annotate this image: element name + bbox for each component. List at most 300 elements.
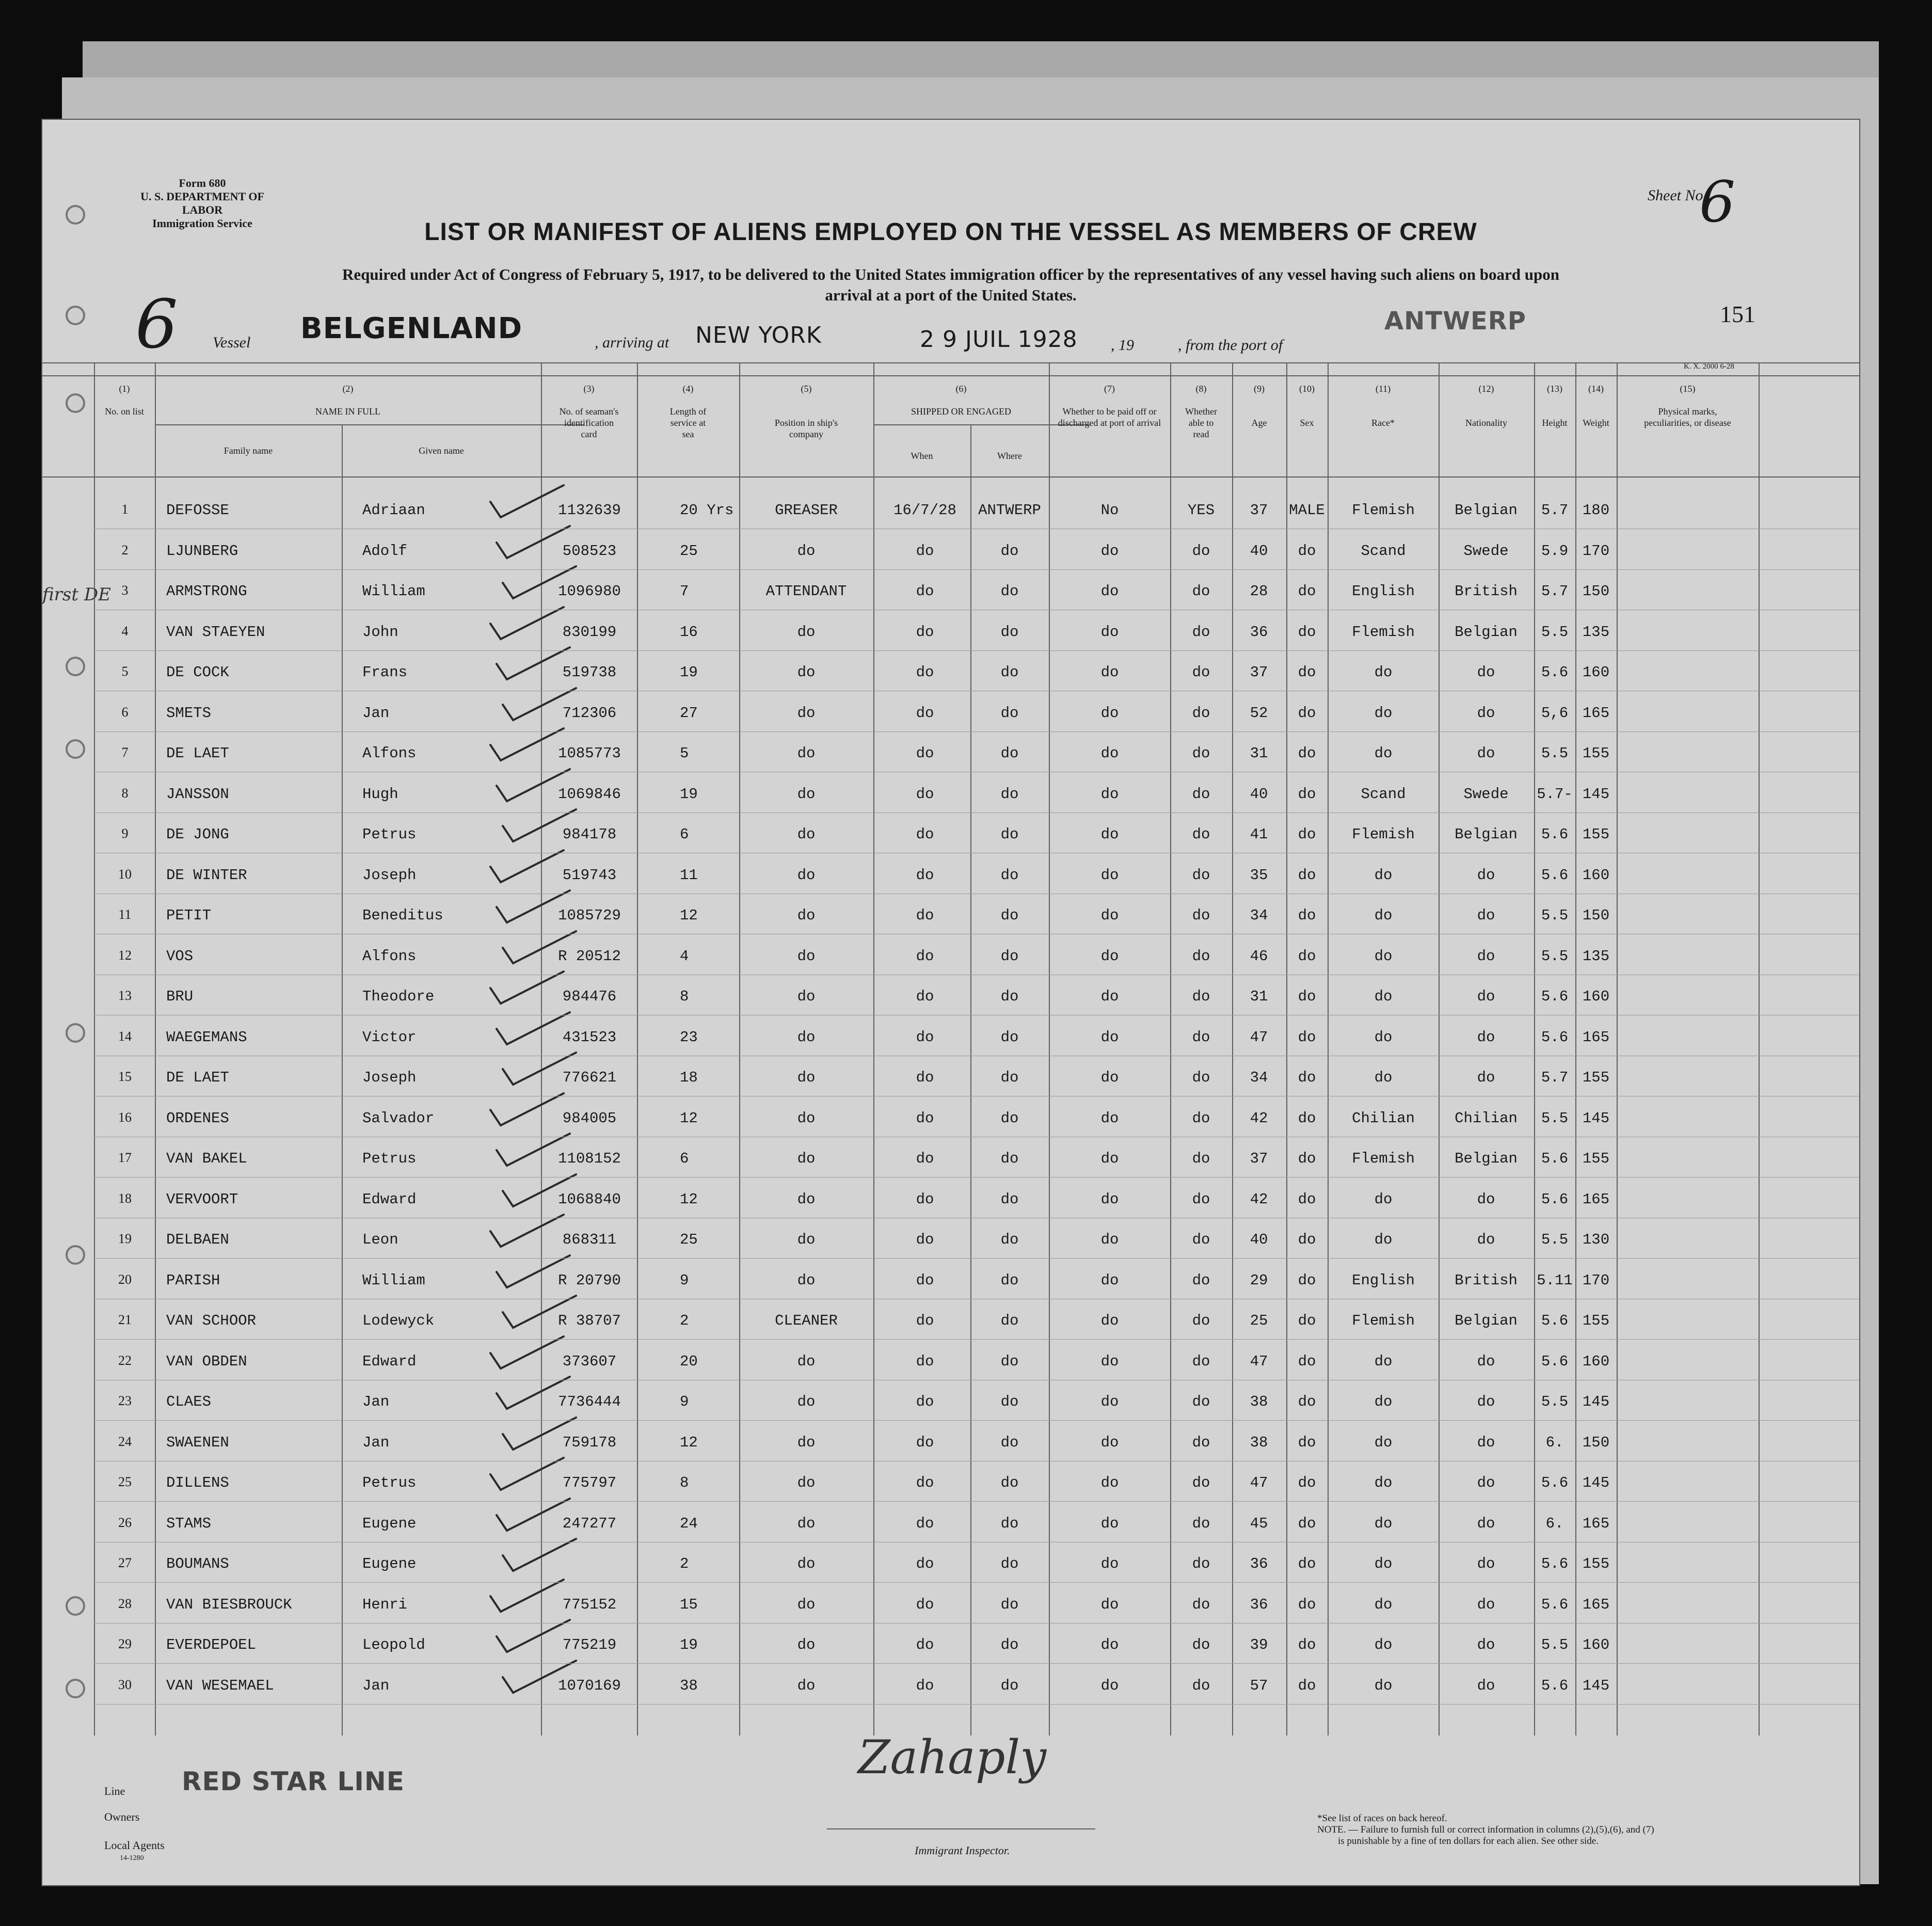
- cell-shipped-where: do: [1000, 1028, 1019, 1046]
- cell-height: 5.5: [1541, 1393, 1569, 1410]
- cell-height: 5.6: [1541, 1677, 1569, 1694]
- cell-nationality: do: [1477, 866, 1495, 884]
- check-mark-icon: [486, 1575, 569, 1617]
- arrival-date-stamp: 2 9 JUIL 1928: [920, 326, 1078, 353]
- name-subheader-rule: [155, 424, 584, 425]
- cell-nationality: do: [1477, 947, 1495, 965]
- cell-id-card-number: 1068840: [558, 1190, 621, 1208]
- cell-shipped-where: do: [1000, 1352, 1019, 1370]
- cell-shipped-where: do: [1000, 826, 1019, 843]
- cell-height: 5.5: [1541, 623, 1569, 641]
- cell-ship-position: do: [797, 745, 816, 762]
- check-mark-icon: [492, 1494, 575, 1536]
- cell-sex: do: [1298, 826, 1316, 843]
- cell-paid-off: do: [1100, 1150, 1119, 1167]
- cell-paid-off: do: [1100, 1596, 1119, 1613]
- row-rule: [94, 650, 1859, 651]
- cell-weight: 155: [1582, 1312, 1610, 1329]
- cell-age: 34: [1250, 1069, 1268, 1086]
- cell-family-name: DE LAET: [166, 1069, 229, 1086]
- cell-family-name: VAN BIESBROUCK: [166, 1596, 292, 1613]
- cell-shipped-where: do: [1000, 1312, 1019, 1329]
- vessel-label: Vessel: [213, 334, 251, 351]
- cell-age: 36: [1250, 623, 1268, 641]
- cell-given-name: Theodore: [362, 988, 435, 1005]
- cell-paid-off: do: [1100, 785, 1119, 803]
- cell-row-number: 2: [121, 542, 129, 558]
- cell-height: 5.6: [1541, 826, 1569, 843]
- cell-shipped-where: do: [1000, 1190, 1019, 1208]
- cell-shipped-where: do: [1000, 664, 1019, 681]
- cell-row-number: 14: [118, 1028, 132, 1044]
- check-mark-icon: [492, 1008, 575, 1049]
- check-mark-icon: [492, 1129, 575, 1171]
- cell-weight: 170: [1582, 1271, 1610, 1289]
- cell-service-length: 25: [680, 542, 698, 560]
- cell-nationality: do: [1477, 1474, 1495, 1491]
- check-mark-icon: [486, 1089, 569, 1131]
- cell-able-to-read: do: [1192, 988, 1210, 1005]
- handwritten-number: 6: [135, 285, 178, 363]
- cell-paid-off: do: [1100, 947, 1119, 965]
- cell-shipped-when: do: [916, 1231, 934, 1248]
- cell-id-card-number: 373607: [562, 1352, 617, 1370]
- cell-height: 5.6: [1541, 1028, 1569, 1046]
- cell-nationality: Belgian: [1455, 1312, 1518, 1329]
- cell-given-name: Adriaan: [362, 502, 425, 519]
- penalty-note-1: NOTE. — Failure to furnish full or correct information in columns (2),(5),(6), and (7): [1317, 1824, 1654, 1835]
- cell-service-length: 15: [680, 1596, 698, 1613]
- cell-age: 47: [1250, 1028, 1268, 1046]
- cell-row-number: 22: [118, 1352, 132, 1368]
- check-mark-icon: [486, 1332, 569, 1374]
- cell-sex: do: [1298, 1312, 1316, 1329]
- cell-id-card-number: 759178: [562, 1434, 617, 1451]
- cell-shipped-when: do: [916, 1109, 934, 1127]
- cell-row-number: 20: [118, 1271, 132, 1287]
- cell-paid-off: do: [1100, 1393, 1119, 1410]
- cell-shipped-when: do: [916, 1312, 934, 1329]
- cell-shipped-when: do: [916, 866, 934, 884]
- col-header-position: (5) Position in ship's company: [774, 384, 838, 439]
- table-header-rule: [42, 375, 1859, 376]
- column-rule: [1170, 362, 1171, 1736]
- year-label: , 19: [1111, 337, 1134, 354]
- cell-given-name: Petrus: [362, 1474, 417, 1491]
- cell-row-number: 7: [121, 745, 129, 760]
- cell-row-number: 15: [118, 1069, 132, 1084]
- cell-height: 5.6: [1541, 1190, 1569, 1208]
- cell-service-length: 4: [680, 947, 689, 965]
- cell-age: 37: [1250, 1150, 1268, 1167]
- cell-row-number: 8: [121, 785, 129, 801]
- cell-race: Flemish: [1352, 1312, 1415, 1329]
- col-header-sex: (10) Sex: [1299, 384, 1315, 428]
- cell-sex: do: [1298, 583, 1316, 600]
- cell-row-number: 24: [118, 1434, 132, 1449]
- cell-sex: do: [1298, 1596, 1316, 1613]
- cell-row-number: 10: [118, 866, 132, 882]
- cell-weight: 160: [1582, 664, 1610, 681]
- cell-family-name: DE COCK: [166, 664, 229, 681]
- cell-shipped-when: do: [916, 1636, 934, 1653]
- cell-id-card-number: 984005: [562, 1109, 617, 1127]
- col-header-card: (3) No. of seaman's identification card: [559, 384, 619, 439]
- check-mark-icon: [499, 1292, 581, 1333]
- cell-shipped-when: do: [916, 542, 934, 560]
- cell-given-name: Edward: [362, 1190, 417, 1208]
- cell-height: 5,6: [1541, 704, 1569, 722]
- cell-nationality: do: [1477, 1393, 1495, 1410]
- cell-sex: do: [1298, 1474, 1316, 1491]
- cell-nationality: Belgian: [1455, 826, 1518, 843]
- cell-paid-off: do: [1100, 907, 1119, 924]
- cell-race: do: [1374, 1677, 1393, 1694]
- cell-family-name: STAMS: [166, 1515, 212, 1532]
- cell-given-name: Eugene: [362, 1515, 417, 1532]
- cell-paid-off: do: [1100, 1434, 1119, 1451]
- cell-ship-position: do: [797, 1150, 816, 1167]
- cell-id-card-number: 519738: [562, 664, 617, 681]
- cell-row-number: 18: [118, 1190, 132, 1206]
- origin-port-stamp: ANTWERP: [1384, 307, 1526, 336]
- cell-sex: do: [1298, 1190, 1316, 1208]
- cell-nationality: do: [1477, 1555, 1495, 1572]
- cell-age: 41: [1250, 826, 1268, 843]
- cell-given-name: Alfons: [362, 947, 417, 965]
- cell-row-number: 30: [118, 1677, 132, 1692]
- cell-race: do: [1374, 664, 1393, 681]
- cell-given-name: Frans: [362, 664, 408, 681]
- cell-nationality: Belgian: [1455, 623, 1518, 641]
- cell-id-card-number: 1085773: [558, 745, 621, 762]
- cell-race: do: [1374, 907, 1393, 924]
- column-rule: [1534, 362, 1535, 1736]
- cell-height: 5.9: [1541, 542, 1569, 560]
- cell-nationality: Chilian: [1455, 1109, 1518, 1127]
- cell-row-number: 25: [118, 1474, 132, 1489]
- cell-shipped-where: do: [1000, 1150, 1019, 1167]
- column-rule: [1049, 362, 1050, 1736]
- cell-weight: 180: [1582, 502, 1610, 519]
- cell-paid-off: do: [1100, 542, 1119, 560]
- cell-age: 52: [1250, 704, 1268, 722]
- cell-sex: do: [1298, 988, 1316, 1005]
- cell-id-card-number: 1070169: [558, 1677, 621, 1694]
- cell-nationality: Swede: [1463, 785, 1509, 803]
- cell-family-name: CLAES: [166, 1393, 212, 1410]
- row-rule: [94, 1339, 1859, 1340]
- cell-given-name: John: [362, 623, 398, 641]
- cell-sex: do: [1298, 623, 1316, 641]
- cell-shipped-where: do: [1000, 1434, 1019, 1451]
- cell-able-to-read: do: [1192, 704, 1210, 722]
- col-header-height: (13) Height: [1542, 384, 1568, 428]
- sheet-label: Sheet No.: [1648, 187, 1707, 204]
- cell-id-card-number: 775797: [562, 1474, 617, 1491]
- column-rule: [1759, 362, 1760, 1736]
- cell-given-name: Joseph: [362, 866, 417, 884]
- col-header-physical-marks: (15) Physical marks, peculiarities, or disease: [1644, 384, 1731, 428]
- check-mark-icon: [499, 1170, 581, 1212]
- cell-able-to-read: do: [1192, 745, 1210, 762]
- cell-id-card-number: 7736444: [558, 1393, 621, 1410]
- cell-family-name: DILLENS: [166, 1474, 229, 1491]
- cell-sex: MALE: [1289, 502, 1325, 519]
- cell-height: 5.6: [1541, 1596, 1569, 1613]
- row-rule: [94, 1663, 1859, 1664]
- cell-service-length: 38: [680, 1677, 698, 1694]
- check-mark-icon: [486, 603, 569, 644]
- cell-row-number: 6: [121, 704, 129, 720]
- requirement-line-1: Required under Act of Congress of February 5, 1917, to be delivered to the United States immigration officer by the representatives of any vessel having such aliens on board upon: [342, 265, 1559, 283]
- column-rule: [1286, 362, 1287, 1736]
- cell-family-name: DELBAEN: [166, 1231, 229, 1248]
- cell-paid-off: do: [1100, 1109, 1119, 1127]
- cell-row-number: 16: [118, 1109, 132, 1125]
- cell-shipped-when: do: [916, 1028, 934, 1046]
- margin-note: first DE: [42, 584, 111, 605]
- cell-weight: 165: [1582, 1515, 1610, 1532]
- cell-shipped-where: do: [1000, 1677, 1019, 1694]
- check-mark-icon: [492, 522, 575, 563]
- cell-age: 35: [1250, 866, 1268, 884]
- cell-family-name: VOS: [166, 947, 194, 965]
- cell-height: 5.6: [1541, 664, 1569, 681]
- column-rule: [1328, 362, 1329, 1736]
- cell-nationality: do: [1477, 704, 1495, 722]
- cell-service-length: 25: [680, 1231, 698, 1248]
- row-rule: [94, 569, 1859, 570]
- cell-height: 5.6: [1541, 1555, 1569, 1572]
- cell-shipped-when: do: [916, 664, 934, 681]
- cell-given-name: Henri: [362, 1596, 408, 1613]
- cell-paid-off: do: [1100, 583, 1119, 600]
- cell-weight: 160: [1582, 866, 1610, 884]
- cell-race: do: [1374, 1515, 1393, 1532]
- column-rule: [739, 362, 740, 1736]
- column-rule: [1439, 362, 1440, 1736]
- cell-age: 31: [1250, 745, 1268, 762]
- cell-able-to-read: do: [1192, 1393, 1210, 1410]
- cell-height: 5.5: [1541, 1231, 1569, 1248]
- cell-able-to-read: do: [1192, 1231, 1210, 1248]
- cell-ship-position: do: [797, 1636, 816, 1653]
- cell-age: 38: [1250, 1393, 1268, 1410]
- cell-able-to-read: do: [1192, 907, 1210, 924]
- cell-shipped-where: do: [1000, 1393, 1019, 1410]
- cell-family-name: VAN STAEYEN: [166, 623, 265, 641]
- check-mark-icon: [499, 1048, 581, 1090]
- cell-ship-position: do: [797, 1677, 816, 1694]
- cell-given-name: Beneditus: [362, 907, 443, 924]
- check-mark-icon: [499, 684, 581, 725]
- cell-weight: 130: [1582, 1231, 1610, 1248]
- cell-family-name: BOUMANS: [166, 1555, 229, 1572]
- cell-id-card-number: R 20790: [558, 1271, 621, 1289]
- cell-nationality: do: [1477, 1677, 1495, 1694]
- cell-weight: 135: [1582, 623, 1610, 641]
- cell-service-length: 12: [680, 907, 698, 924]
- cell-weight: 155: [1582, 745, 1610, 762]
- cell-service-length: 19: [680, 785, 698, 803]
- cell-service-length: 8: [680, 988, 689, 1005]
- row-rule: [94, 731, 1859, 732]
- cell-nationality: British: [1455, 1271, 1518, 1289]
- inspector-signature: Zahaply: [858, 1730, 1047, 1785]
- cell-id-card-number: 775219: [562, 1636, 617, 1653]
- cell-ship-position: do: [797, 988, 816, 1005]
- cell-service-length: 19: [680, 1636, 698, 1653]
- table-header-bottom-rule: [42, 476, 1859, 477]
- cell-service-length: 20 Yrs: [680, 502, 734, 519]
- line-stamp: RED STAR LINE: [182, 1766, 405, 1796]
- cell-id-card-number: 431523: [562, 1028, 617, 1046]
- cell-family-name: BRU: [166, 988, 194, 1005]
- cell-sex: do: [1298, 1231, 1316, 1248]
- cell-id-card-number: 776621: [562, 1069, 617, 1086]
- cell-shipped-when: do: [916, 1271, 934, 1289]
- cell-able-to-read: do: [1192, 866, 1210, 884]
- cell-race: do: [1374, 1434, 1393, 1451]
- cell-row-number: 19: [118, 1231, 132, 1246]
- cell-row-number: 17: [118, 1150, 132, 1165]
- cell-shipped-where: do: [1000, 704, 1019, 722]
- column-rule: [873, 362, 874, 1736]
- cell-weight: 160: [1582, 988, 1610, 1005]
- cell-able-to-read: do: [1192, 1555, 1210, 1572]
- column-rule: [970, 424, 971, 1736]
- cell-race: do: [1374, 745, 1393, 762]
- cell-age: 38: [1250, 1434, 1268, 1451]
- cell-age: 47: [1250, 1474, 1268, 1491]
- cell-given-name: Lodewyck: [362, 1312, 435, 1329]
- cell-able-to-read: do: [1192, 1677, 1210, 1694]
- cell-row-number: 3: [121, 583, 129, 598]
- cell-nationality: do: [1477, 1190, 1495, 1208]
- manifest-page: [41, 119, 1860, 1886]
- form-code: K. X. 2000 6-28: [1684, 362, 1734, 371]
- cell-race: English: [1352, 1271, 1415, 1289]
- cell-family-name: DEFOSSE: [166, 502, 229, 519]
- cell-weight: 165: [1582, 1190, 1610, 1208]
- cell-family-name: DE WINTER: [166, 866, 247, 884]
- cell-race: Flemish: [1352, 502, 1415, 519]
- cell-height: 5.6: [1541, 988, 1569, 1005]
- cell-row-number: 4: [121, 623, 129, 639]
- cell-family-name: ARMSTRONG: [166, 583, 247, 600]
- cell-nationality: Belgian: [1455, 1150, 1518, 1167]
- col-header-shipped: (6) SHIPPED OR ENGAGED: [911, 384, 1011, 417]
- cell-sex: do: [1298, 1069, 1316, 1086]
- table-top-rule: [42, 362, 1859, 363]
- cell-paid-off: do: [1100, 1190, 1119, 1208]
- cell-age: 45: [1250, 1515, 1268, 1532]
- cell-service-length: 20: [680, 1352, 698, 1370]
- cell-nationality: do: [1477, 664, 1495, 681]
- cell-shipped-when: do: [916, 583, 934, 600]
- cell-id-card-number: 1132639: [558, 502, 621, 519]
- cell-sex: do: [1298, 745, 1316, 762]
- cell-able-to-read: do: [1192, 664, 1210, 681]
- cell-height: 5.7-: [1537, 785, 1573, 803]
- cell-id-card-number: 775152: [562, 1596, 617, 1613]
- cell-shipped-when: do: [916, 1150, 934, 1167]
- cell-nationality: do: [1477, 1515, 1495, 1532]
- cell-age: 42: [1250, 1109, 1268, 1127]
- cell-sex: do: [1298, 1109, 1316, 1127]
- cell-able-to-read: do: [1192, 1636, 1210, 1653]
- cell-sex: do: [1298, 907, 1316, 924]
- cell-shipped-when: do: [916, 1677, 934, 1694]
- cell-shipped-when: do: [916, 988, 934, 1005]
- cell-id-card-number: 1085729: [558, 907, 621, 924]
- cell-given-name: Joseph: [362, 1069, 417, 1086]
- cell-given-name: Jan: [362, 1677, 390, 1694]
- service-name: Immigration Service: [152, 217, 252, 230]
- cell-age: 39: [1250, 1636, 1268, 1653]
- cell-nationality: do: [1477, 745, 1495, 762]
- cell-sex: do: [1298, 542, 1316, 560]
- cell-height: 5.5: [1541, 907, 1569, 924]
- col-header-race: (11) Race*: [1371, 384, 1395, 428]
- cell-shipped-when: do: [916, 1474, 934, 1491]
- cell-ship-position: do: [797, 623, 816, 641]
- cell-ship-position: do: [797, 664, 816, 681]
- cell-ship-position: do: [797, 1474, 816, 1491]
- cell-shipped-where: do: [1000, 1515, 1019, 1532]
- column-rule: [1232, 362, 1233, 1736]
- cell-sex: do: [1298, 1393, 1316, 1410]
- cell-sex: do: [1298, 1352, 1316, 1370]
- cell-paid-off: do: [1100, 1636, 1119, 1653]
- cell-service-length: 27: [680, 704, 698, 722]
- cell-able-to-read: do: [1192, 1474, 1210, 1491]
- page-number: 151: [1720, 301, 1755, 327]
- column-rule: [1617, 362, 1618, 1736]
- check-mark-icon: [499, 1535, 581, 1576]
- cell-height: 5.6: [1541, 1312, 1569, 1329]
- row-rule: [94, 1704, 1859, 1705]
- cell-age: 28: [1250, 583, 1268, 600]
- cell-age: 42: [1250, 1190, 1268, 1208]
- cell-row-number: 21: [118, 1312, 132, 1327]
- cell-nationality: do: [1477, 1596, 1495, 1613]
- cell-id-card-number: 868311: [562, 1231, 617, 1248]
- cell-age: 37: [1250, 502, 1268, 519]
- cell-shipped-where: do: [1000, 988, 1019, 1005]
- cell-sex: do: [1298, 866, 1316, 884]
- cell-sex: do: [1298, 1636, 1316, 1653]
- cell-ship-position: do: [797, 542, 816, 560]
- check-mark-icon: [492, 886, 575, 928]
- cell-race: Chilian: [1352, 1109, 1415, 1127]
- cell-ship-position: do: [797, 704, 816, 722]
- form-number: Form 680: [179, 177, 226, 189]
- check-mark-icon: [486, 1211, 569, 1252]
- vessel-name-stamp: BELGENLAND: [300, 312, 523, 345]
- cell-weight: 155: [1582, 826, 1610, 843]
- cell-family-name: JANSSON: [166, 785, 229, 803]
- check-mark-icon: [499, 805, 581, 847]
- crew-manifest-table: [42, 362, 1859, 1736]
- cell-weight: 135: [1582, 947, 1610, 965]
- cell-ship-position: do: [797, 1231, 816, 1248]
- cell-family-name: SWAENEN: [166, 1434, 229, 1451]
- cell-race: do: [1374, 1028, 1393, 1046]
- row-rule: [94, 1582, 1859, 1583]
- cell-weight: 165: [1582, 1028, 1610, 1046]
